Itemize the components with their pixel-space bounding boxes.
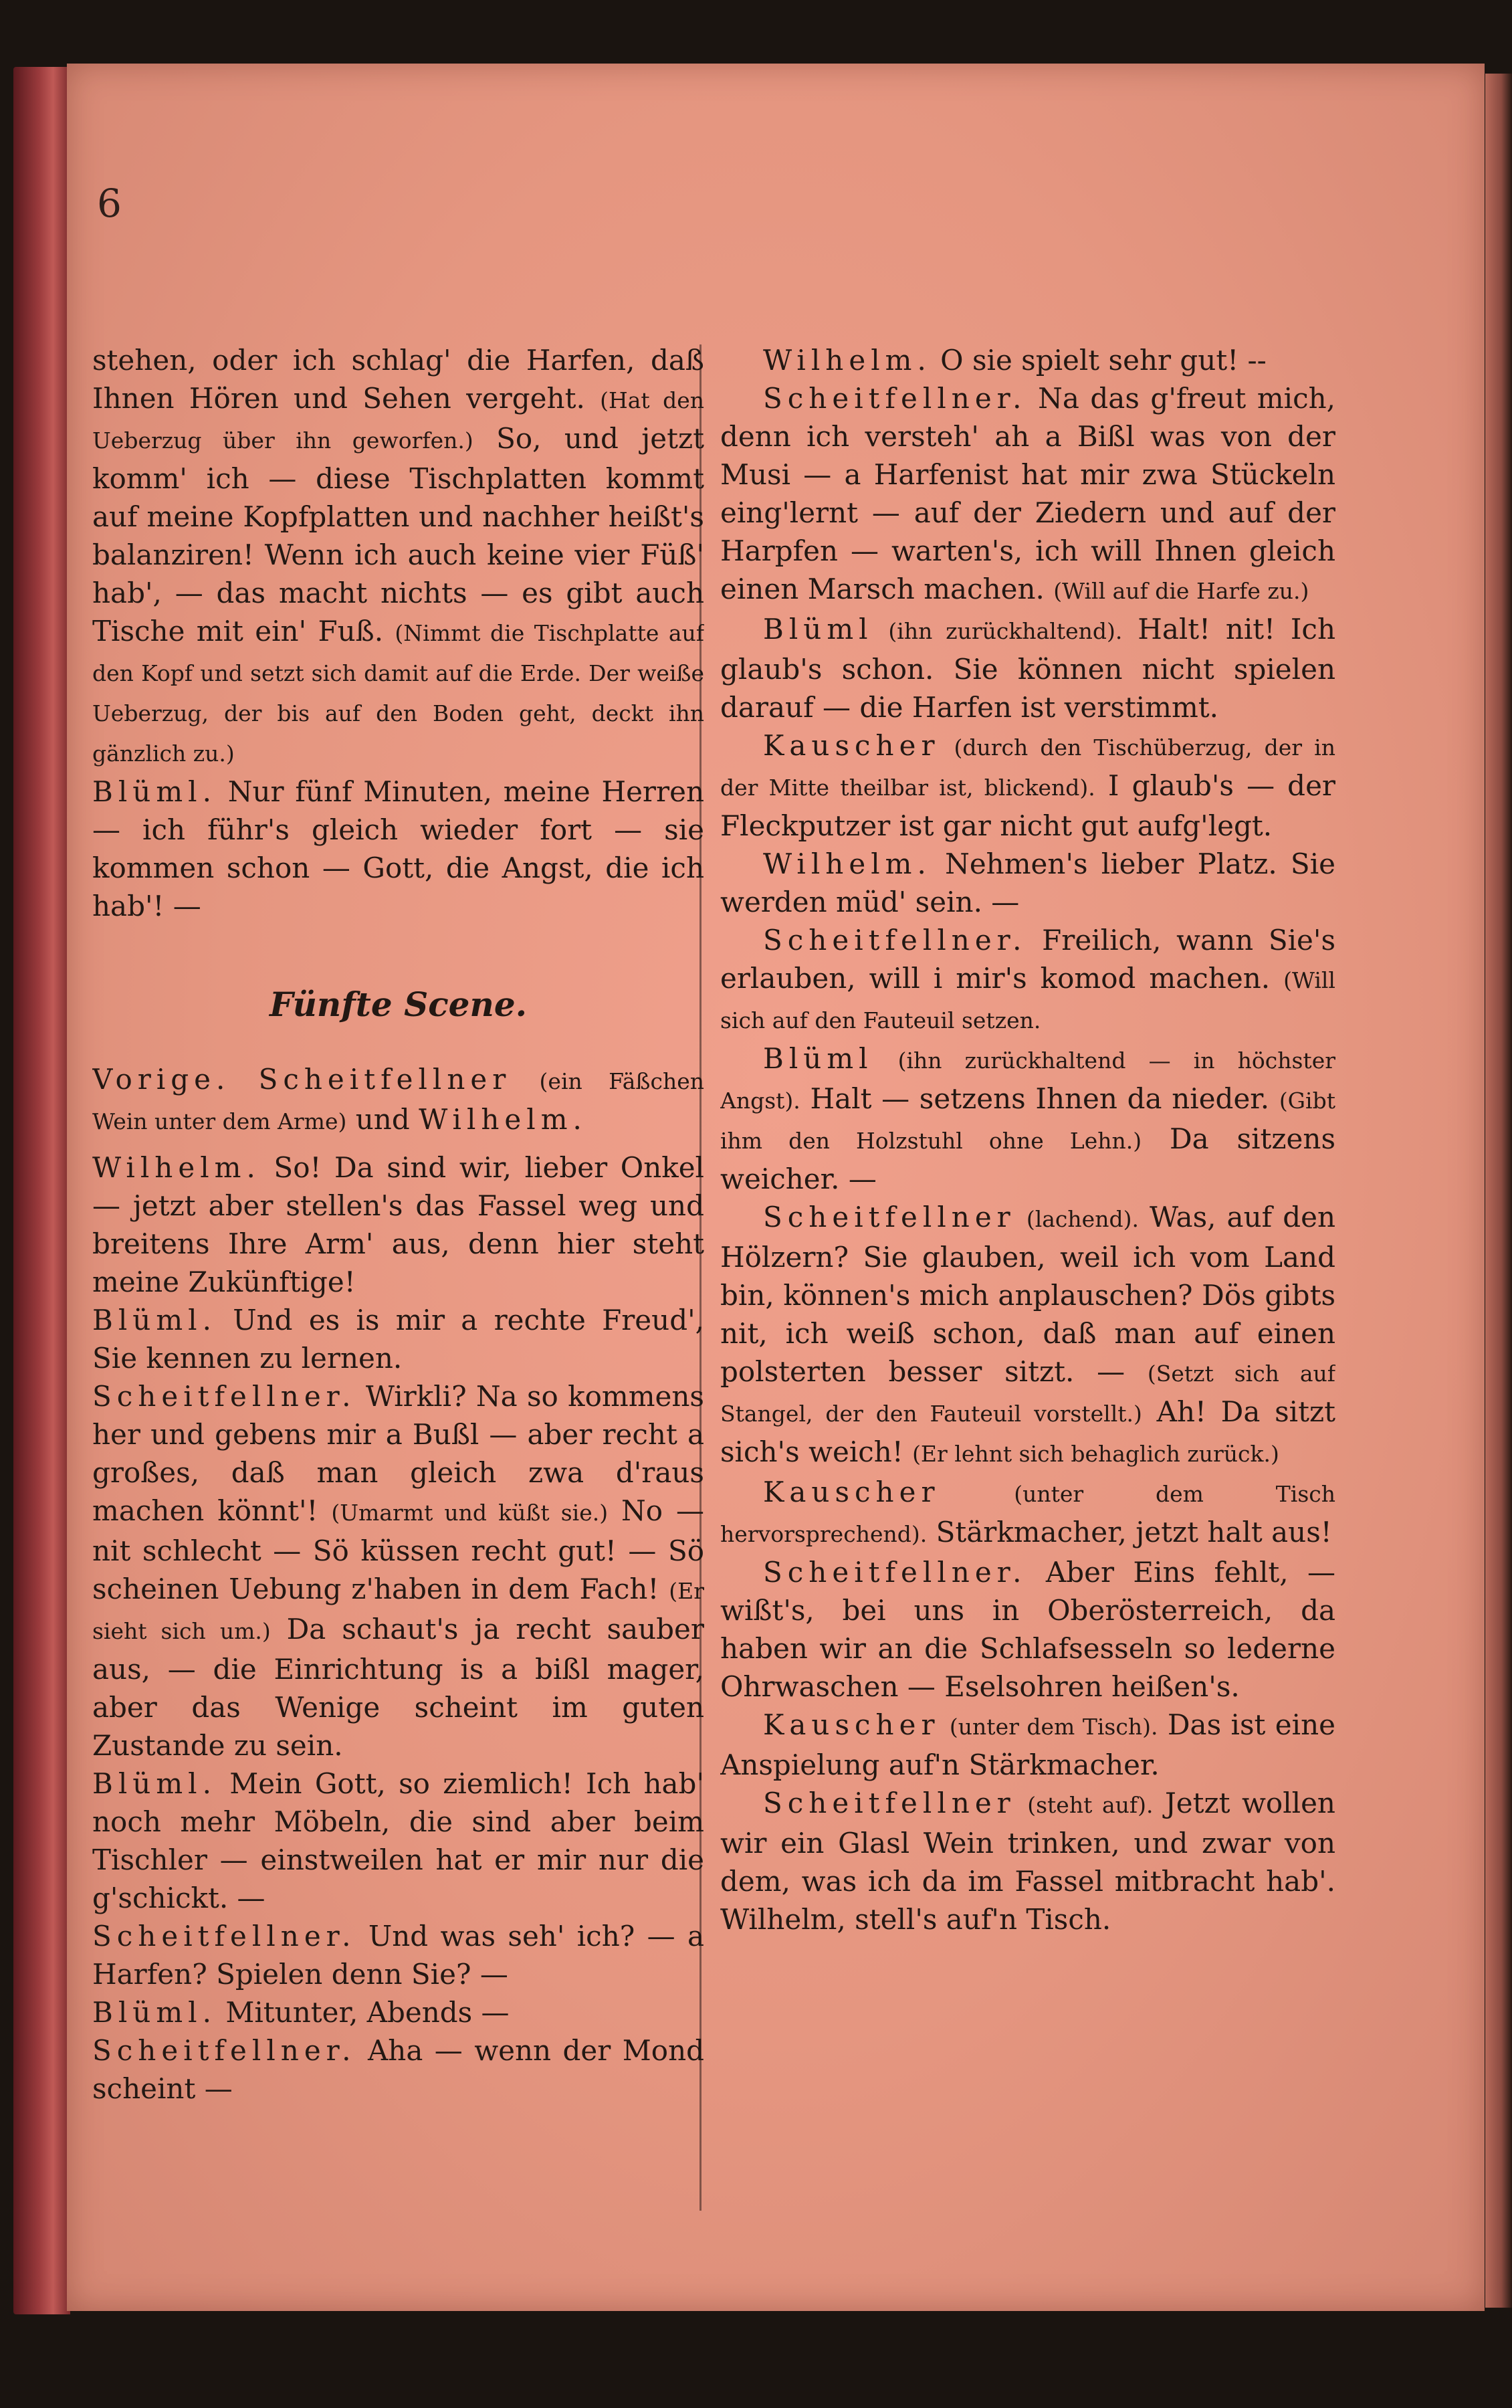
dialogue-text: So! Da sind wir, lieber Onkel — jetzt aber stellen's das Fassel weg und breitens Ihre Arm' aus, denn hier steht meine Zukünftige! <box>92 1151 704 1298</box>
left-paragraph-8 <box>92 1917 704 1993</box>
stage-direction: (Er sieht sich um.) <box>92 1578 704 1644</box>
speaker-name: Scheitfellner <box>763 1201 1016 1233</box>
stage-direction: (lachend). <box>1026 1206 1139 1232</box>
scene-heading: Fünfte Scene. <box>269 985 528 1024</box>
book-edge-right <box>1485 74 1512 2308</box>
speaker-name: Scheitfellner. <box>92 2034 356 2067</box>
dialogue-text: Jetzt wollen wir ein Glasl Wein trinken, und zwar von dem, was ich da im Fassel mitbracht hab'. Wilhelm, stell's auf'n Tisch. <box>720 1787 1335 1936</box>
dialogue-text: Was, auf den Hölzern? Sie glauben, weil ich vom Land bin, können's mich anplauschen? Dös gibts nit, ich weiß schon, daß man auf einen polsterten besser sitzt. — <box>720 1201 1335 1388</box>
speaker-name: Kauscher <box>763 729 940 762</box>
dialogue-text: Na das g'freut mich, denn ich versteh' ah a Bißl was von der Musi — a Harfenist hat mir zwa Stückeln eing'lernt — auf der Ziedern und auf der Harpfen — warten's, ich will Ihnen gleich einen Marsch machen. <box>720 382 1335 605</box>
stage-direction: (ein Fäßchen Wein unter dem Arme) <box>92 1068 704 1134</box>
right-paragraph-4 <box>720 726 1335 845</box>
dialogue-text: Das ist eine Anspielung auf'n Stärkmacher. <box>720 1708 1335 1781</box>
dialogue-text: I glaub's — der Fleckputzer ist gar nicht gut aufg'legt. <box>720 769 1335 842</box>
stage-direction: (Umarmt und küßt sie.) <box>331 1500 609 1526</box>
speaker-name: Blüml. <box>92 1767 217 1800</box>
left-paragraph-4 <box>92 1148 704 1301</box>
speaker-name: Scheitfellner. <box>92 1920 356 1952</box>
stage-direction: (Will sich auf den Fauteuil setzen. <box>720 967 1335 1033</box>
speaker-name: Blüml. <box>92 775 217 808</box>
stage-direction: (Will auf die Harfe zu.) <box>1053 578 1309 604</box>
speaker-name: Kauscher <box>763 1476 940 1508</box>
right-paragraph-1 <box>720 341 1335 379</box>
speaker-name: Blüml. <box>92 1304 217 1336</box>
right-paragraph-9 <box>720 1473 1335 1553</box>
dialogue-text: Mein Gott, so ziemlich! Ich hab' noch mehr Möbeln, die sind aber beim Tischler — einstweilen hat er mir nur die g'schickt. — <box>92 1767 704 1914</box>
right-paragraph-12 <box>720 1784 1335 1938</box>
dialogue-text: O sie spielt sehr gut! -- <box>940 344 1267 377</box>
stage-direction: (Nimmt die Tischplatte auf den Kopf und setzt sich damit auf die Erde. Der weiße Ueberzug, der bis auf den Boden geht, deckt ihn gänzlich zu.) <box>92 620 704 767</box>
left-paragraph-5 <box>92 1301 704 1377</box>
speaker-name: Wilhelm. <box>92 1151 261 1184</box>
right-paragraph-6 <box>720 921 1335 1039</box>
speaker-name: Wilhelm. <box>763 344 932 377</box>
right-paragraph-10 <box>720 1553 1335 1706</box>
stage-direction: (durch den Tischüberzug, der in der Mitte theilbar ist, blickend). <box>720 734 1335 801</box>
left-paragraph-10 <box>92 2031 704 2108</box>
speaker-name: Scheitfellner. <box>763 1556 1027 1589</box>
speaker-name: Blüml. <box>92 1996 217 2029</box>
page-number: 6 <box>97 181 122 226</box>
dialogue-text: Da sitzens weicher. — <box>720 1122 1335 1195</box>
left-paragraph-2 <box>92 773 704 925</box>
left-paragraph-3 <box>92 1060 704 1140</box>
stage-direction: (ihn zurückhaltend — in höchster Angst). <box>720 1047 1335 1114</box>
text: stehen, oder ich schlag' die Harfen, daß <box>92 344 704 377</box>
stage-direction: (ihn zurückhaltend). <box>888 618 1123 644</box>
dialogue-text: Da schaut's ja recht sauber aus, — die Einrichtung is a bißl mager, aber das Wenige scheint im guten Zustande zu sein. <box>92 1613 704 1762</box>
dialogue-text: Freilich, wann Sie's erlauben, will i mir's komod machen. <box>720 924 1335 995</box>
right-column <box>720 341 1335 2214</box>
text: und <box>355 1103 410 1136</box>
speaker-name: Scheitfellner <box>763 1787 1016 1819</box>
dialogue-text: Stärkmacher, jetzt halt aus! <box>936 1516 1332 1548</box>
stage-direction: (Er lehnt sich behaglich zurück.) <box>912 1441 1279 1467</box>
stage-direction: (Gibt ihm den Holzstuhl ohne Lehn.) <box>720 1088 1335 1154</box>
speaker-name: Kauscher <box>763 1708 940 1741</box>
left-paragraph-6 <box>92 1377 704 1765</box>
dialogue-text: Und es is mir a rechte Freud', Sie kennen zu lernen. <box>92 1304 704 1375</box>
speaker-name: Wilhelm. <box>763 847 932 880</box>
stage-direction: (Setzt sich auf Stangel, der den Fauteuil vorstellt.) <box>720 1361 1335 1427</box>
left-paragraph-1 <box>92 341 704 773</box>
dialogue-text: Nur fünf Minuten, meine Herren — ich führ's gleich wieder fort — sie kommen schon — Gott, die Angst, die ich hab'! — <box>92 775 704 922</box>
right-paragraph-8 <box>720 1198 1335 1473</box>
dialogue-text: Halt! nit! Ich glaub's schon. Sie können nicht spielen darauf — die Harfen ist verstimmt. <box>720 613 1335 724</box>
dialogue-text: Ah! Da sitzt sich's weich! <box>720 1395 1335 1468</box>
book-edge-left <box>13 67 70 2314</box>
stage-direction: (unter dem Tisch hervorsprechend). <box>720 1481 1335 1547</box>
right-paragraph-11 <box>720 1706 1335 1784</box>
speaker-name: Vorige. <box>92 1063 231 1096</box>
right-paragraph-7 <box>720 1039 1335 1198</box>
right-paragraph-2 <box>720 379 1335 610</box>
dialogue-text: Mitunter, Abends — <box>225 1996 510 2029</box>
left-paragraph-9 <box>92 1993 704 2031</box>
right-paragraph-5 <box>720 845 1335 921</box>
speaker-name: Blüml <box>763 613 873 645</box>
text: Ihnen Hören und Sehen vergeht. <box>92 382 585 415</box>
dialogue-text: Halt — setzens Ihnen da nieder. <box>810 1082 1270 1115</box>
stage-direction: (unter dem Tisch). <box>949 1714 1158 1740</box>
speaker-name: Scheitfellner. <box>763 382 1027 415</box>
dialogue-text: Nehmen's lieber Platz. Sie werden müd' sein. — <box>720 847 1335 918</box>
dialogue-text: Und was seh' ich? — a Harfen? Spielen denn Sie? — <box>92 1920 704 1991</box>
dialogue-text: Aber Eins fehlt, — wißt's, bei uns in Oberösterreich, da haben wir an die Schlafsesseln so lederne Ohrwaschen — Eselsohren heißen's. <box>720 1556 1335 1703</box>
text: So, und jetzt komm' ich — diese Tischplatten kommt auf meine Kopfplatten und nachher heißt's balanziren! Wenn ich auch keine vier Füß' hab', — das macht nichts — es gibt auch Tische mit ein' Fuß. <box>92 422 704 647</box>
left-paragraph-7 <box>92 1765 704 1917</box>
dialogue-text: No — nit schlecht — Sö küssen recht gut! — Sö scheinen Uebung z'haben in dem Fach! <box>92 1494 704 1605</box>
left-column <box>92 341 704 2214</box>
stage-direction: (Hat den Ueberzug über ihn geworfen.) <box>92 387 704 454</box>
stage-direction: (steht auf). <box>1027 1792 1154 1818</box>
speaker-name: Wilhelm. <box>419 1103 587 1136</box>
speaker-name: Blüml <box>763 1042 873 1075</box>
speaker-name: Scheitfellner. <box>92 1380 356 1413</box>
speaker-name: Scheitfellner <box>258 1063 512 1096</box>
right-paragraph-3 <box>720 610 1335 726</box>
dialogue-text: Aha — wenn der Mond scheint — <box>92 2034 704 2105</box>
speaker-name: Scheitfellner. <box>763 924 1027 957</box>
dialogue-text: Wirkli? Na so kommens her und gebens mir a Bußl — aber recht a großes, daß man gleich zwa d'raus machen könnt'! <box>92 1380 704 1527</box>
